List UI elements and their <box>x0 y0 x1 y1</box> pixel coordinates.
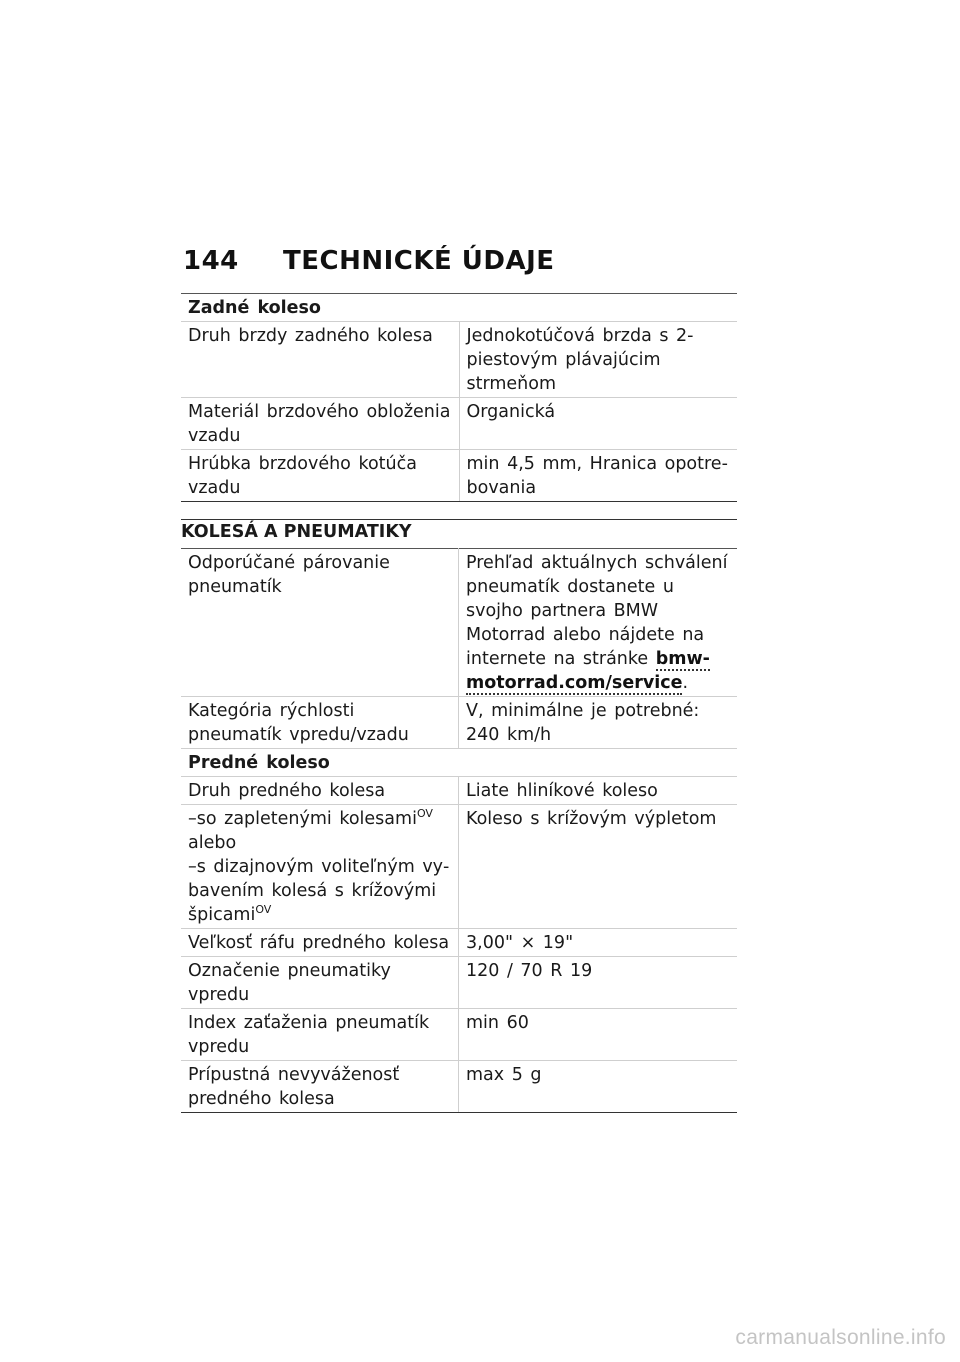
row-value: min 4,5 mm, Hranica opotrebovania <box>459 450 737 502</box>
row-label: Materiál brzdového obloženia vzadu <box>181 398 459 450</box>
link-period: . <box>682 673 689 693</box>
recommended-text: Prehľad aktuálnych schválení pneumatík dostanete u svojho partnera BMW Motorrad alebo nájdete na internete na stránke <box>466 553 728 669</box>
row-value: min 60 <box>459 1009 738 1061</box>
row-label: Odporúčané párovanie pneumatík <box>181 549 459 697</box>
spec-content <box>181 293 737 1113</box>
row-label: Prípustná nevyváženosť predného kolesa <box>181 1061 459 1113</box>
table-row <box>181 549 737 697</box>
speed-value-2: 240 km/h <box>466 725 552 745</box>
table-row <box>181 777 737 805</box>
spoke-option-1: –so zapletenými kolesami$^{OV}$ <box>188 807 433 829</box>
watermark: carmanualsonline.info <box>735 1326 946 1349</box>
table-row <box>181 1009 737 1061</box>
wheels-tyres-section <box>181 519 737 548</box>
ov-badge: OV <box>255 903 272 917</box>
spoke-or: alebo <box>188 833 237 853</box>
front-wheel-subtitle: Predné koleso <box>181 749 737 777</box>
table-row <box>181 929 737 957</box>
row-label: Hrúbka brzdového kotúča vzadu <box>181 450 459 502</box>
service-link[interactable]: bmw-motorrad.com/service <box>466 649 710 693</box>
rear-wheel-table <box>181 293 737 502</box>
table-row <box>181 450 737 502</box>
row-value: 120 / 70 R 19 <box>459 957 738 1009</box>
row-label: Druh predného kolesa <box>181 777 459 805</box>
wheels-tyres-table <box>181 548 737 1113</box>
row-label: Kategória rýchlosti pneumatík vpredu/vzadu <box>181 697 459 749</box>
row-value: 3,00" × 19" <box>459 929 738 957</box>
row-label: Index zaťaženia pneumatík vpredu <box>181 1009 459 1061</box>
row-label: Označenie pneumatiky vpredu <box>181 957 459 1009</box>
row-label: Veľkosť ráfu predného kolesa <box>181 929 459 957</box>
table-row <box>181 1061 737 1113</box>
page-title: TECHNICKÉ ÚDAJE <box>283 246 555 276</box>
row-value: Organická <box>459 398 737 450</box>
row-value: Liate hliníkové koleso <box>459 777 738 805</box>
table-row <box>181 749 737 777</box>
row-value: Jednokotúčová brzda s 2-piestovým plávajúcim strmeňom <box>459 322 737 398</box>
table-row <box>181 957 737 1009</box>
table-row <box>181 322 737 398</box>
table-row <box>181 398 737 450</box>
table-row <box>181 805 737 929</box>
ov-badge: OV <box>416 807 433 821</box>
page-number: 144 <box>183 246 239 276</box>
spoke-option-2: –s dizajnovým voliteľným vybavením kolesá s krížovými špicami$^{OV}$ <box>188 857 450 925</box>
speed-value-1: V, minimálne je potrebné: <box>466 701 700 721</box>
row-label <box>181 805 459 929</box>
row-value: max 5 g <box>459 1061 738 1113</box>
row-value <box>459 549 738 697</box>
page-header <box>183 246 743 276</box>
row-value <box>459 697 738 749</box>
rear-wheel-subtitle: Zadné koleso <box>181 294 737 322</box>
row-label: Druh brzdy zadného kolesa <box>181 322 459 398</box>
table-row <box>181 697 737 749</box>
row-value: Koleso s krížovým výpletom <box>459 805 738 929</box>
section-title: KOLESÁ A PNEUMATIKY <box>181 522 412 542</box>
